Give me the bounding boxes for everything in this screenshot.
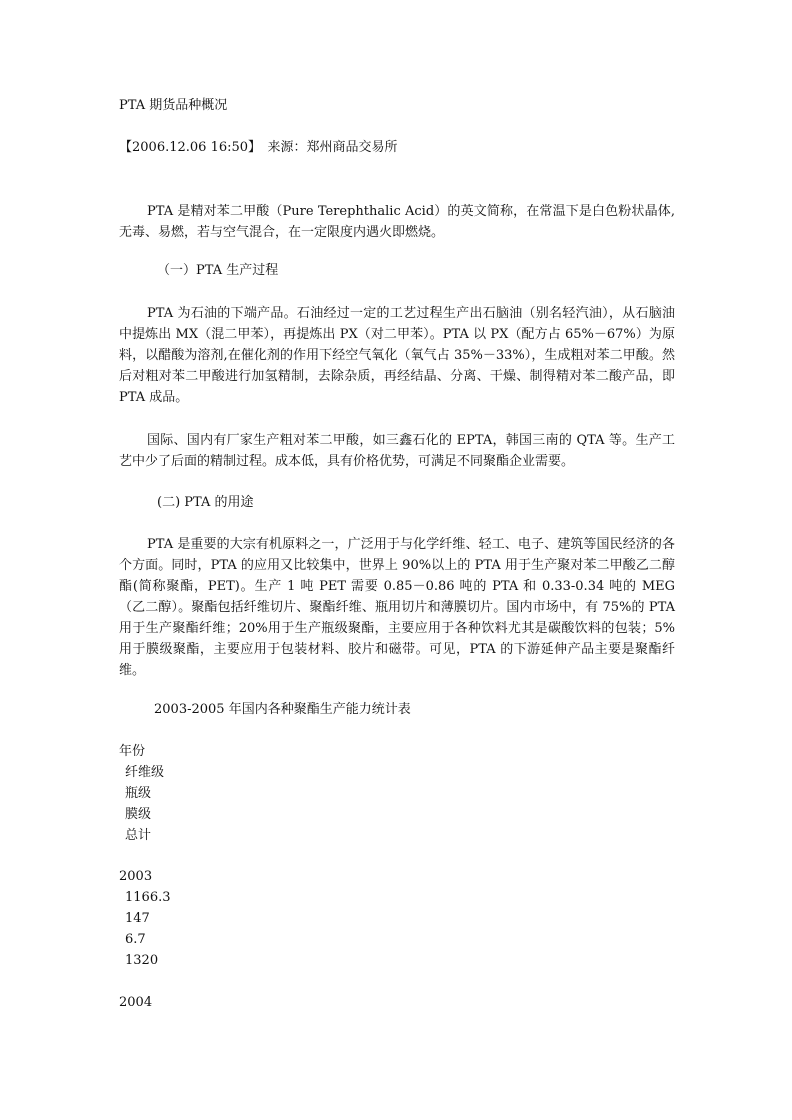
- table-header-cell: 纤维级: [125, 765, 165, 780]
- table-row: [119, 866, 171, 971]
- table-row-year: 2003: [119, 869, 153, 884]
- table-header-cell: 总计: [125, 828, 152, 843]
- section-heading-production: （一）PTA 生产过程: [157, 263, 279, 278]
- table-cell: 1166.3: [125, 890, 171, 905]
- uses-paragraph: PTA 是重要的大宗有机原料之一，广泛用于与化学纤维、轻工、电子、建筑等国民经济的各个方面。同时，PTA 的应用又比较集中，世界上 90%以上的 PTA 用于生产聚对苯二甲酸乙二醇酯(简称聚酯，PET)。生产 1 吨 PET 需要 0.85－0.86 吨的 PTA 和 0.33-0.34 吨的 MEG（乙二醇）。聚酯包括纤维切片、聚酯纤维、瓶用切片和薄膜切片。国内市场中，有 75%的 PTA 用于生产聚酯纤维；20%用于生产瓶级聚酯，主要应用于各种饮料尤其是碳酸饮料的包装；5%用于膜级聚酯，主要应用于包装材料、胶片和磁带。可见，PTA 的下游延伸产品主要是聚酯纤维。: [119, 537, 675, 678]
- production-paragraph-2: 国际、国内有厂家生产粗对苯二甲酸，如三鑫石化的 EPTA，韩国三南的 QTA 等。生产工艺中少了后面的精制过程。成本低，具有价格优势，可满足不同聚酯企业需要。: [119, 433, 675, 469]
- table-cell: 1320: [125, 953, 159, 968]
- table-header-block: [119, 741, 164, 846]
- table-title: 2003-2005 年国内各种聚酯生产能力统计表: [154, 702, 411, 717]
- date-source-line: 【2006.12.06 16:50】 来源：郑州商品交易所: [119, 140, 398, 155]
- production-paragraph-1: PTA 为石油的下端产品。石油经过一定的工艺过程生产出石脑油（别名轻汽油），从石脑油中提炼出 MX（混二甲苯），再提炼出 PX（对二甲苯）。PTA 以 PX（配方占 65%－67%）为原料，以醋酸为溶剂,在催化剂的作用下经空气氧化（氧气占 35%－33%），生成粗对苯二甲酸。然后对粗对苯二甲酸进行加氢精制，去除杂质，再经结晶、分离、干燥、制得精对苯二酸产品，即 PTA 成品。: [119, 306, 675, 405]
- table-header-label: 年份: [119, 744, 146, 759]
- table-row: [119, 992, 152, 1013]
- document-title: PTA 期货品种概况: [119, 98, 228, 113]
- table-cell: 6.7: [125, 932, 146, 947]
- table-row-year: 2004: [119, 995, 153, 1010]
- table-header-cell: 膜级: [125, 807, 152, 822]
- table-cell: 147: [125, 911, 150, 926]
- intro-paragraph: PTA 是精对苯二甲酸（Pure Terephthalic Acid）的英文简称，在常温下是白色粉状晶体,无毒、易燃，若与空气混合，在一定限度内遇火即燃烧。: [119, 204, 675, 240]
- section-heading-uses: (二) PTA 的用途: [157, 495, 254, 510]
- table-header-cell: 瓶级: [125, 786, 152, 801]
